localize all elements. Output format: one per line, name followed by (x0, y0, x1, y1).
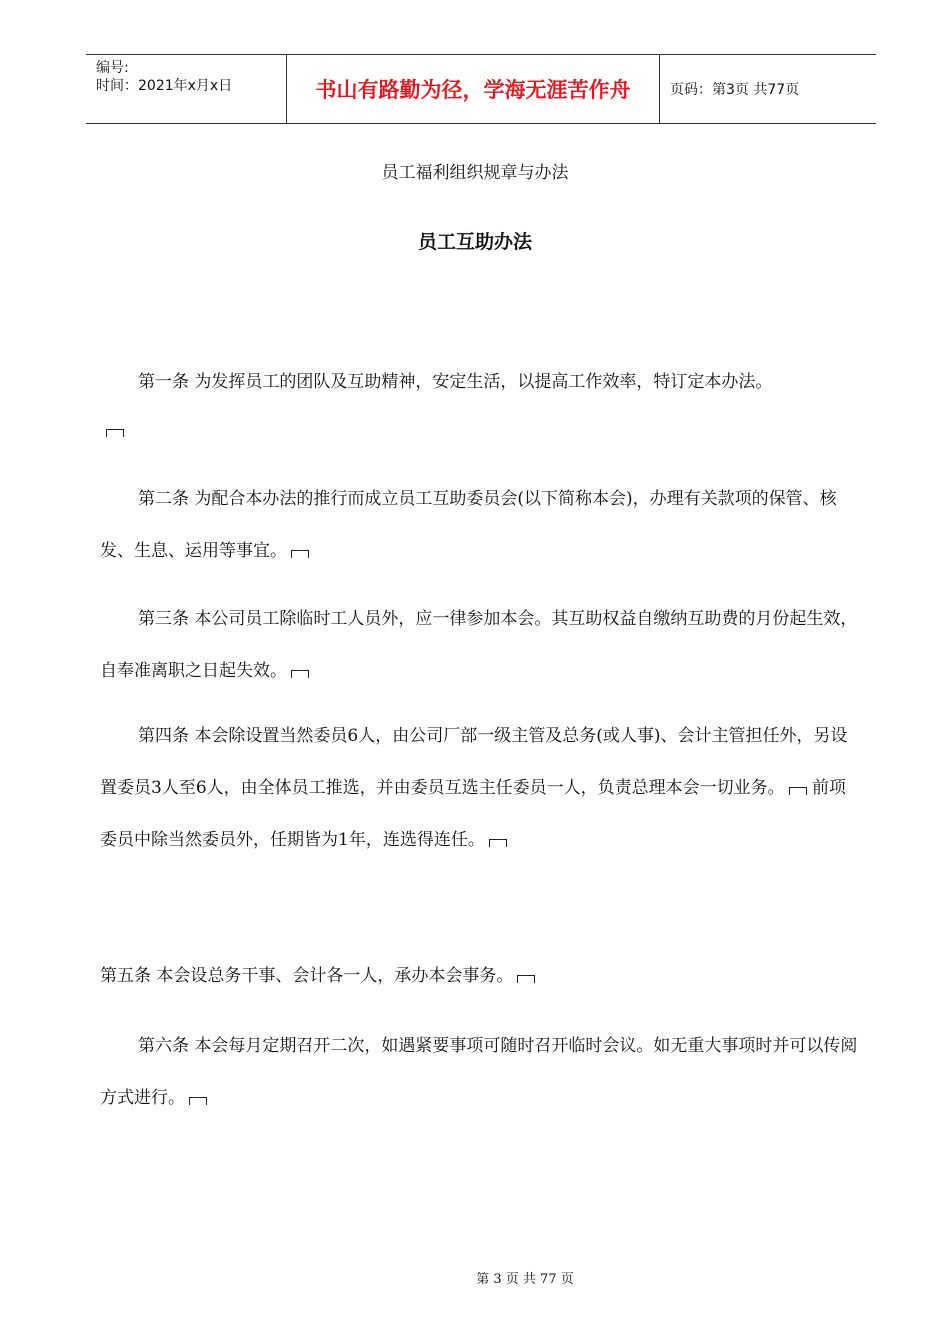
paragraph-mark-icon (106, 429, 124, 437)
document-title: 员工福利组织规章与办法 (381, 163, 569, 183)
document-subtitle: 员工互助办法 (417, 231, 532, 253)
article-6 (100, 1020, 860, 1124)
article-4 (100, 710, 860, 866)
article-3-text: 第三条 本公司员工除临时工人员外，应一律参加本会。其互助权益自缴纳互助费的月份起生效，自奉准离职之日起失效。 (100, 609, 858, 681)
paragraph-mark-icon (291, 670, 309, 678)
paragraph-mark-icon (789, 787, 807, 795)
paragraph-mark-icon (291, 550, 309, 558)
article-2-text: 第二条 为配合本办法的推行而成立员工互助委员会(以下简称本会)，办理有关款项的保管、核发、生息、运用等事宜。 (100, 489, 837, 561)
paragraph-mark-icon (189, 1097, 207, 1105)
article-5 (100, 950, 860, 1002)
time-label: 时间：2021年x月x日 (96, 78, 233, 94)
article-1-text: 第一条 为发挥员工的团队及互助精神，安定生活，以提高工作效率，特订定本办法。 (138, 372, 773, 392)
page-header (86, 54, 876, 124)
article-3 (100, 593, 860, 697)
paragraph-mark-icon (517, 975, 535, 983)
article-4-text-continued: 前项委员中除当然委员外，任期皆为1年，连选得连任。 (100, 778, 847, 850)
article-6-text: 第六条 本会每月定期召开二次，如遇紧要事项可随时召开临时会议。如无重大事项时并可以传阅方式进行。 (100, 1036, 858, 1108)
header-motto: 书山有路勤为径，学海无涯苦作舟 (286, 55, 660, 123)
page-footer: 第 3 页 共 77 页 (476, 1272, 574, 1287)
paragraph-mark-icon (489, 839, 507, 847)
article-5-text: 第五条 本会设总务干事、会计各一人，承办本会事务。 (100, 966, 514, 986)
header-page-info: 页码：第3页 共77页 (670, 82, 800, 98)
header-meta (86, 55, 286, 123)
article-2 (100, 473, 860, 577)
article-4-text: 第四条 本会除设置当然委员6人，由公司厂部一级主管及总务(或人事)、会计主管担任外，另设置委员3人至6人，由全体员工推选，并由委员互选主任委员一人，负责总理本会一切业务。 (100, 726, 848, 798)
article-1 (100, 356, 860, 408)
number-label: 编号: (96, 60, 129, 76)
